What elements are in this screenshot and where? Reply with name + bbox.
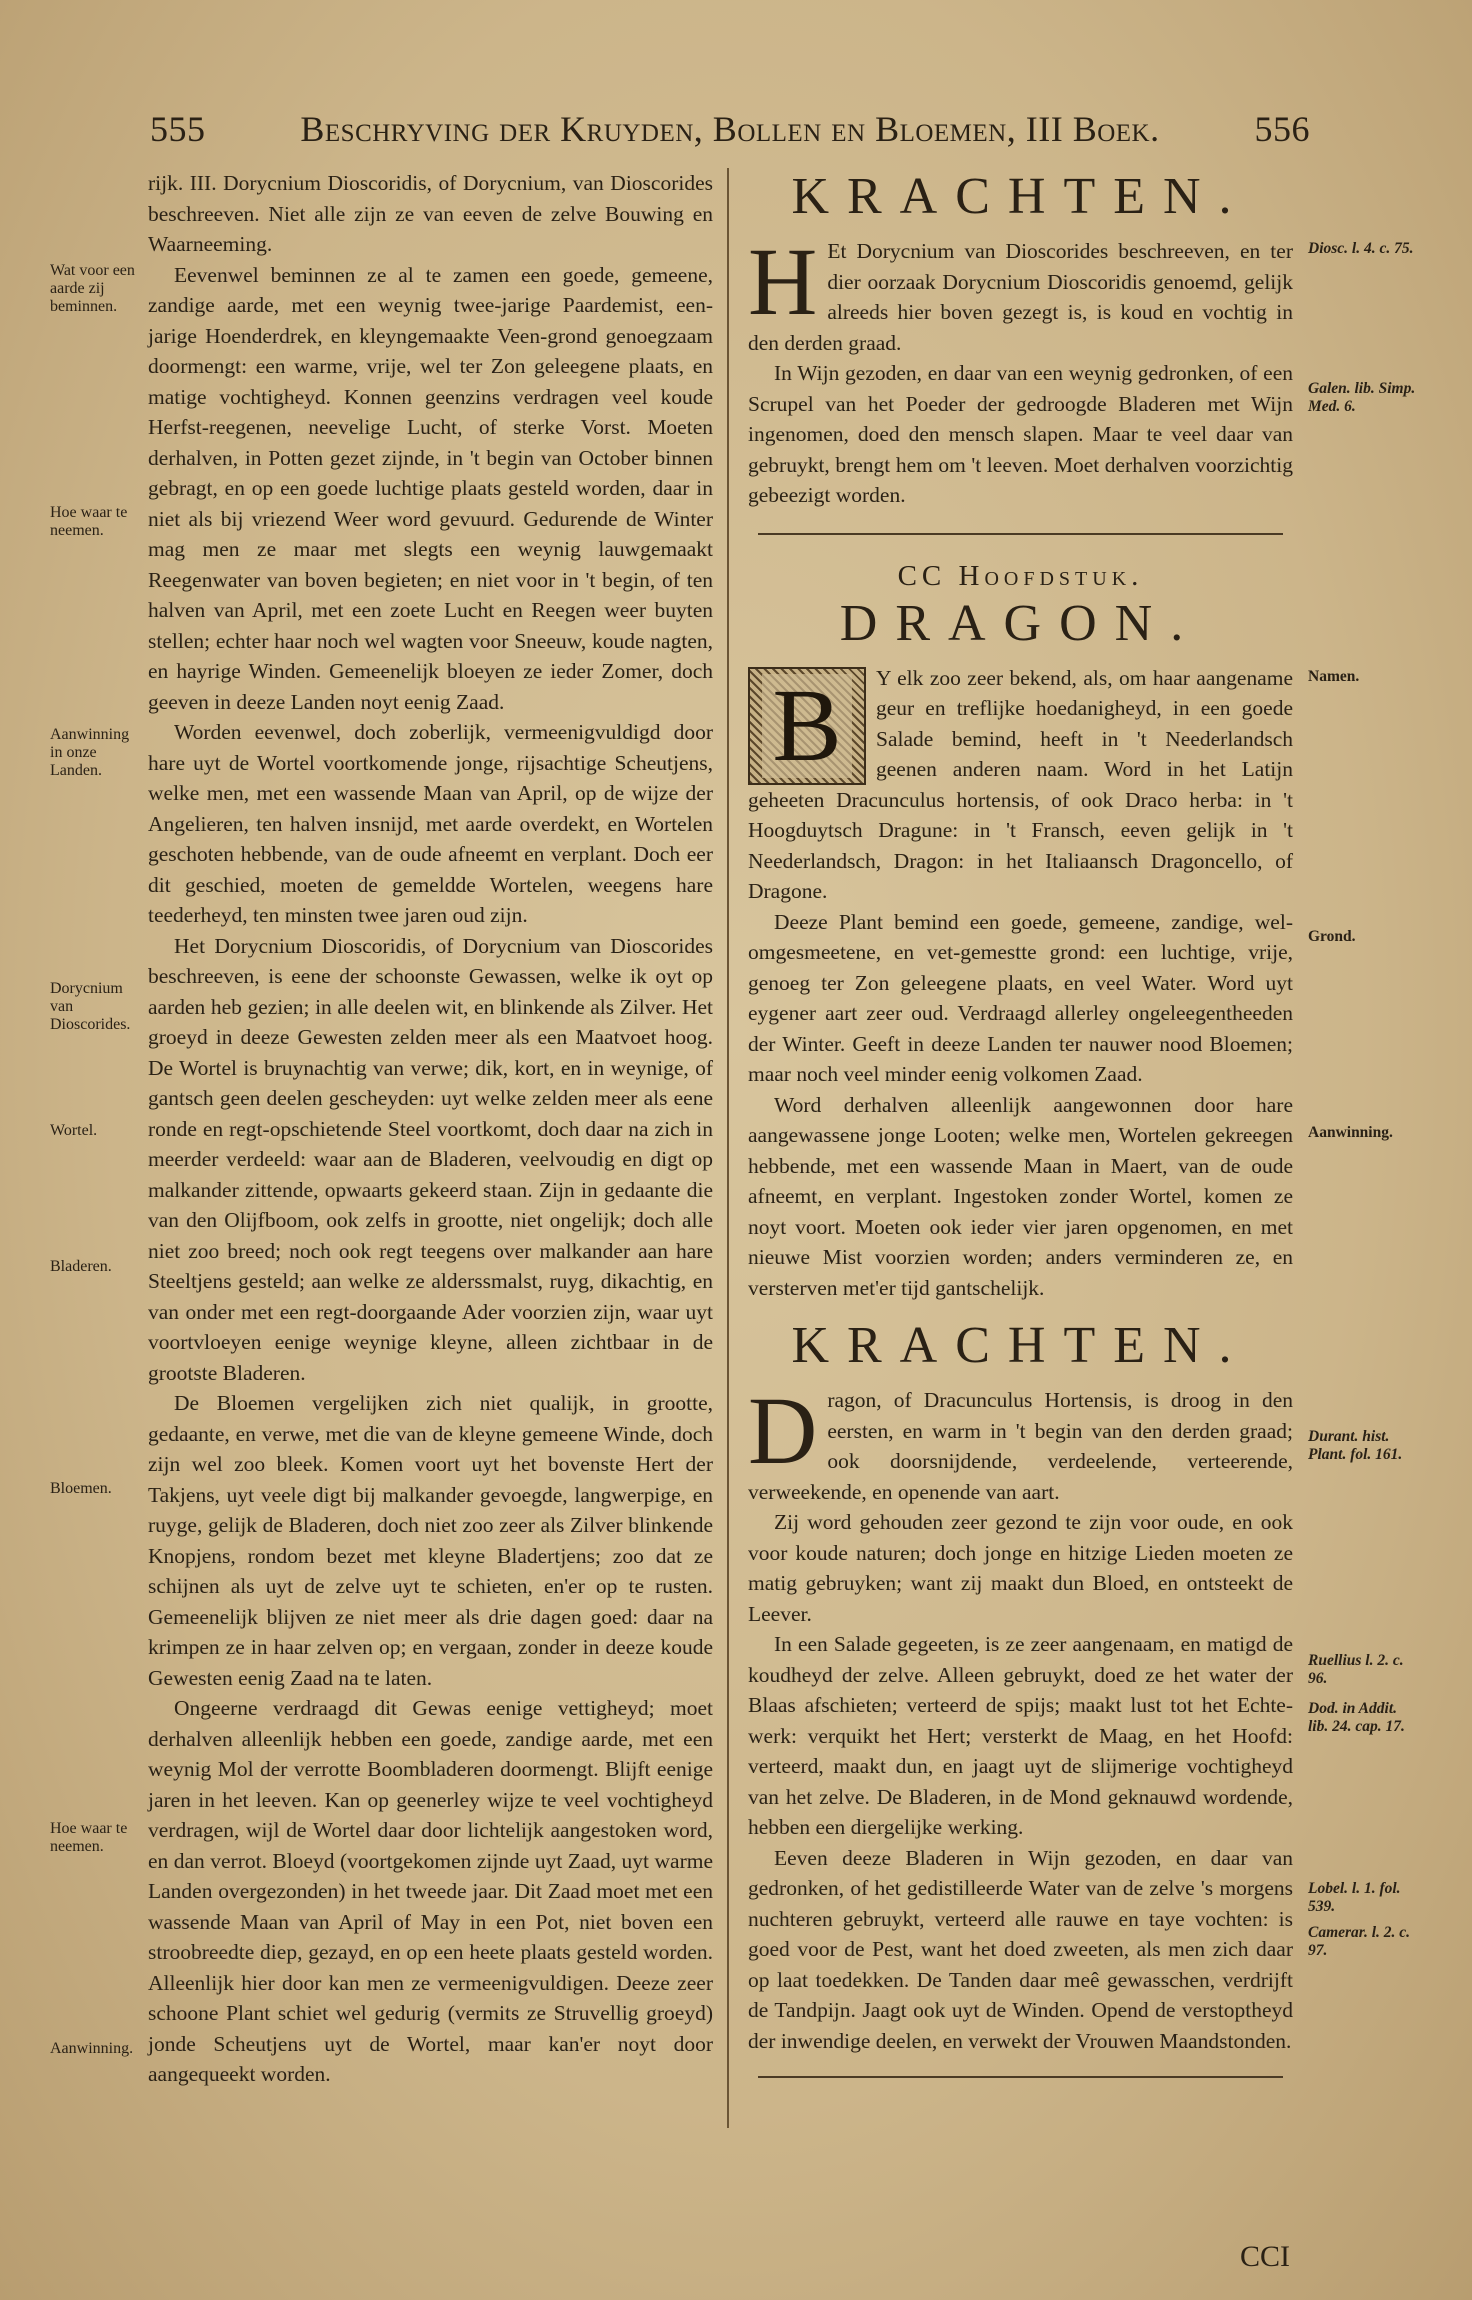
margin-note: Camerar. l. 2. c. 97. (1308, 1924, 1411, 1959)
paragraph: Worden eevenwel, doch zoberlijk, vermeenigvuldigd door hare uyt de Wortel voortkomende jonge, rijsachtige Scheutjens, welke men, met een wassende Maan van April, op de wijze der Angelieren, ten halven insnijd, met aarde overdekt, en Wortelen geschoten hebbende, van de oude afneemt en verplant. Doch eer dit geschied, moeten de gemeldde Wortelen, weegens hare teederheyd, ten minsten twee jaren oud zijn. (148, 720, 713, 927)
signature-mark: CCI (1240, 2240, 1291, 2273)
paragraph: Zij word gehouden zeer gezond te zijn voor oude, en ook voor koude naturen; doch jonge en hitzige Lieden moeten ze matig gebruyken; want zij maakt dun Bloed, en ontsteekt de Leever. (748, 1510, 1293, 1626)
decorated-initial (748, 667, 866, 785)
section-rule (758, 533, 1283, 535)
running-header (150, 108, 1310, 150)
margin-note: Aanwinning. (50, 2040, 134, 2057)
margin-note: Galen. lib. Simp. Med. 6. (1308, 380, 1416, 415)
running-title: Beschryving der Kruyden, Bollen en Bloemen, III Boek. (300, 109, 1160, 149)
paragraph: De Bloemen vergelijken zich niet qualijk, in grootte, gedaante, en verwe, met die van de kleyne gemeene Winde, doch zijn wel zoo bleek. Komen voort uyt het bovenste Hert der Takjens, uyt veele digt bij malkander gevoegde, langwerpige, en ruyge, gelijk de Bladeren, doch niet zoo zeer als Zilver blinkende Knopjens, rondom bezet met kleyne Bladertjens; zoo dat ze schijnen als uyt de zelve uyt te schieten, en'er op te rusten. Gemeenelijk blijven ze niet meer als drie dagen goed: daar na krimpen ze in haar zelven op; en vergaan, zonder in deeze koude Gewesten eenig Zaad na te laten. (148, 1391, 713, 1690)
paragraph: Et Dorycnium van Dioscorides beschreeven, en ter dier oorzaak Dorycnium Dioscoridis genoemd, gelijk alreeds hier boven gezegt is, is koud en vochtig in den derden graad. (748, 239, 1293, 355)
margin-note: Ruellius l. 2. c. 96. (1308, 1652, 1404, 1687)
margin-note: Bladeren. (50, 1258, 112, 1275)
drop-cap: B (762, 674, 851, 778)
margin-note: Dorycnium van Dioscorides. (50, 980, 131, 1033)
left-column (148, 168, 713, 2090)
paragraph: Eeven deeze Bladeren in Wijn gezoden, en daar van gedronken, of het gedistilleerde Water van de zelve 's morgens nuchteren gebruykt, verteerd alle rauwe en taye vochten: is goed voor de Pest, want het doed zweeten, als men zich daar op laat toedekken. De Tanden daar meê gewasschen, verdrijft de Tandpijn. Jaagt ook uyt de Winden. Opend de verstoptheyd der inwendige deelen, en verwekt der Vrouwen Maandstonden. (748, 1845, 1293, 2053)
paragraph: Word derhalven alleenlijk aangewonnen door hare aangewassene jonge Looten; welke men, Wortelen gekreegen hebbende, met een wassende Maan in Maert, van de oude afneemt, en verplant. Ingestoken zonder Wortel, komen ze noyt voort. Moeten ook ieder vier jaren opgenomen, en met nieuwe Mist voorzien worden; anders verminderen ze, en versterven met'er tijd gantschelijk. (748, 1092, 1293, 1300)
margin-note: Wat voor een aarde zij beminnen. (50, 262, 135, 315)
margin-note: Grond. (1308, 928, 1356, 945)
section-heading: KRACHTEN. (791, 1317, 1250, 1374)
margin-note: Namen. (1308, 668, 1360, 685)
right-column (748, 168, 1293, 2100)
drop-cap: D (748, 1377, 818, 1484)
margin-note: Hoe waar te neemen. (50, 504, 128, 539)
margin-note: Lobel. l. 1. fol. 539. (1308, 1880, 1401, 1915)
page-number-right: 556 (1254, 109, 1310, 149)
section-heading: KRACHTEN. (791, 168, 1250, 225)
paragraph: ragon, of Dracunculus Hortensis, is droog in den eersten, en warm in 't begin van den derden graad; ook doorsnijdende, verdeelende, verteerende, verweekende, en openende van aart. (748, 1388, 1293, 1504)
paragraph: rijk. III. Dorycnium Dioscoridis, of Dorycnium, van Dioscorides beschreeven. Niet alle zijn ze van eeven de zelve Bouwing en Waarneeming. (148, 171, 713, 256)
margin-note: Diosc. l. 4. c. 75. (1308, 240, 1414, 257)
paragraph: In een Salade gegeeten, is ze zeer aangenaam, en matigd de koudheyd der zelve. Alleen gebruykt, doed ze het water der Blaas afschieten; verteerd de spijs; maakt lust tot het Echte-werk: verquikt het Hert; versterkt de Maag, en het Hoofd: verteerd, maakt dun, en jaagt uyt de slijmerige vochtigheyd van het zelve. De Bladeren, in de Mond geknauwd wordende, hebben een diergelijke werking. (748, 1632, 1293, 1839)
paragraph: Deeze Plant bemind een goede, gemeene, zandige, wel-omgesmeetene, en vet-gemestte grond: een luchtige, vrije, genoeg ter Zon geleegene plaats, en veel Water. Word uyt eygener aart zeer oud. Verdraagd allerley ongeleegentheeden der Winter. Geeft in deeze Landen ter nauwer nood Bloemen; maar noch veel minder eenig volkomen Zaad. (748, 909, 1293, 1086)
chapter-heading: CC Hoofdstuk. (897, 559, 1144, 592)
paragraph: Het Dorycnium Dioscoridis, of Dorycnium van Dioscorides beschreeven, is eene der schoonste Gewassen, welke ik oyt op aarden heb gezien; in alle deelen wit, en blinkende als Zilver. Het groeyd in deeze Gewesten zelden meer als een Maatvoet hoog. De Wortel is bruynachtig van verwe; dik, kort, en in weynige, of gantsch geen deelen gescheyden: uyt welke zelden meer als eene ronde en regt-opschietende Steel voortkomt, doch daar na zich in meerder verdeeld: waar aan de Bladeren, veelvoudig en digt op malkander zittende, opwaarts gekeerd staan. Zijn in gedaante die van den Olijfboom, ook zelfs in grootte, niet ongelijk; doch alle niet zoo breed; noch ook regt teegens over malkander aan hare Steeltjens gesteld; aan welke ze alderssmalst, ruyg, dikachtig, en van onder met een regt-doorgaande Ader voorzien zijn, waar uyt voortvloeyen eenige weynige kleyne, alleen zichtbaar in de grootste Bladeren. (148, 933, 713, 1385)
paragraph: In Wijn gezoden, en daar van een weynig gedronken, of een Scrupel van het Poeder der gedroogde Bladeren met Wijn ingenomen, doed den mensch slapen. Maar te veel daar van gebruykt, brengt hem om 't leeven. Moet derhalven voorzichtig gebeezigt worden. (748, 361, 1293, 507)
margin-note: Hoe waar te neemen. (50, 1820, 128, 1855)
section-rule (758, 2076, 1283, 2078)
paragraph: Eevenwel beminnen ze al te zamen een goede, gemeene, zandige aarde, met een weynig twee-jarige Paardemist, een-jarige Hoenderdrek, en kleyngemaakte Veen-grond genoegzaam doormengt: een warme, vrije, wel ter Zon geleegene plaats, en matige vochtigheyd. Konnen geenzins verdragen veel koude Herfst-reegenen, neevelige Lucht, of sterke Vorst. Moeten derhalven, in Potten gezet zijnde, in 't begin van October binnen gebragt, en op een goede luchtige plaats gesteld worden, daar in niet als bij vriezend Weer word gevuurd. Gedurende de Winter mag men ze maar met slegts een weynig lauwgemaakt Reegenwater van boven begieten; en niet voor in 't begin, of ten halven van April, met een zoete Lucht en Reegen weer buyten stellen; echter haar noch wel wagten voor Sneeuw, koude nagten, en hayrige Winden. Gemeenelijk bloeyen ze ieder Zomer, doch geeven in deeze Landen noyt eenig Zaad. (148, 262, 713, 714)
margin-note: Wortel. (50, 1122, 98, 1139)
drop-cap: H (748, 228, 818, 335)
margin-note: Durant. hist. Plant. fol. 161. (1308, 1428, 1403, 1463)
paragraph: Y elk zoo zeer bekend, als, om haar aangename geur en treflijke hoedanigheyd, in een goede Salade bemind, heeft in 't Neederlandsch geenen anderen naam. Word in het Latijn geheeten Dracunculus hortensis, of ook Draco herba: in 't Hoogduytsch Dragune: in 't Fransch, eeven gelijk in 't Neederlandsch, Dragon: in het Italiaansch Dragoncello, of Dragone. (748, 665, 1293, 903)
margin-note: Bloemen. (50, 1480, 112, 1497)
column-divider (727, 168, 729, 2128)
page-number-left: 555 (150, 109, 206, 149)
margin-note: Aanwinning. (1308, 1124, 1393, 1141)
margin-note: Dod. in Addit. lib. 24. cap. 17. (1308, 1700, 1405, 1735)
section-heading: DRAGON. (839, 594, 1202, 652)
paragraph: Ongeerne verdraagd dit Gewas eenige vettigheyd; moet derhalven alleenlijk hebben een goede, zandige aarde, met een weynig Mol der verrotte Boombladeren doormengt. Blijft eenige jaren in het leeven. Kan op geenerley wijze te veel vochtigheyd verdragen, wijl de Wortel daar door lichtelijk aangestoken word, en dan verrot. Bloeyd (voortgekomen zijnde uyt Zaad, uyt warme Landen overgezonden) in het tweede jaar. Dit Zaad moet met een wassende Maan van April of May in een Pot, niet boven een stroobreedte diep, gezayd, en op een heete plaats gesteld worden. Alleenlijk hier door kan men ze vermeenigvuldigen. Deeze zeer schoone Plant schiet wel gedurig (vermits ze Struvellig groeyd) jonde Scheutjens uyt de Wortel, maar kan'er noyt door aangequeekt worden. (148, 1696, 713, 2086)
margin-note: Aanwinning in onze Landen. (50, 726, 130, 779)
